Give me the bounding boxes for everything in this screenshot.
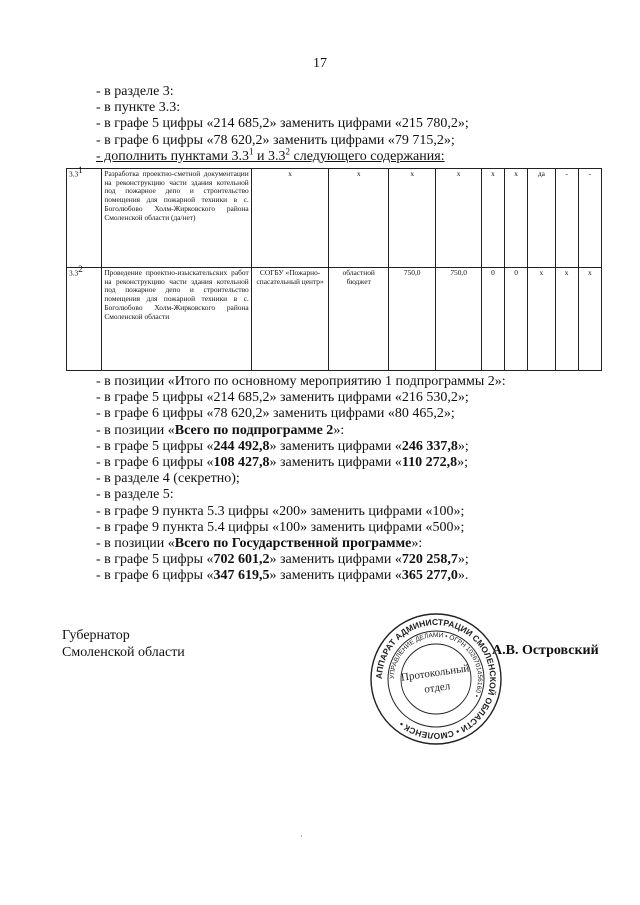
col10-cell: х — [555, 268, 578, 371]
scan-dot: · — [300, 832, 303, 841]
stamp-outer-text: АППАРАТ АДМИНИСТРАЦИИ СМОЛЕНСКОЙ ОБЛАСТИ • СМОЛЕНСК • — [373, 616, 499, 742]
stamp-center-line: Протокольный — [400, 662, 471, 684]
instruction-line: - в графе 6 цифры «78 620,2» заменить цифрами «79 715,2»; — [96, 132, 455, 148]
source-cell: областной бюджет — [329, 268, 389, 371]
supplement-line: - дополнить пунктами $3.3^1$ и $3.3^2$ следующего содержания: — [96, 146, 445, 164]
instruction-line: - в графе 6 цифры «108 427,8» заменить цифрами «110 272,8»; — [96, 455, 469, 471]
instruction-line: - в графе 6 цифры «78 620,2» заменить цифрами «80 465,2»; — [96, 406, 455, 422]
item-name: Разработка проектно-сметной документации на реконструкцию части здания котельной под пожарное депо и строительство помещения для пожарной техники в с. Боголюбово Холм-Жирковского района Смоленской области (да/нет) — [102, 169, 251, 268]
table-row — [67, 169, 602, 268]
table-row — [67, 268, 602, 371]
signatory-title-line: Смоленской области — [62, 645, 185, 660]
col5-cell: 750,0 — [388, 268, 435, 371]
col7-cell: 0 — [481, 268, 504, 371]
stamp-inner-text: УПРАВЛЕНИЕ ДЕЛАМИ • ОГРН 1026701456160 • — [388, 631, 484, 699]
col11-cell: х — [578, 268, 601, 371]
instruction-line: - в графе 9 пункта 5.3 цифры «200» заменить цифрами «100»; — [96, 503, 465, 519]
item-number: $3.3^1$ — [67, 169, 102, 268]
instruction-line: - в позиции «Итого по основному мероприятию 1 подпрограммы 2»: — [96, 374, 506, 389]
signatory-title-line: Губернатор — [62, 628, 130, 643]
instruction-line: - в разделе 4 (секретно); — [96, 471, 240, 487]
item-number: $3.3^2$ — [67, 268, 102, 371]
col6-cell: х — [436, 169, 481, 268]
executor-cell: СОГБУ «Пожарно-спасательный центр» — [251, 268, 329, 371]
instruction-line: - в позиции «Всего по подпрограмме 2»: — [96, 422, 345, 438]
instruction-line: - в разделе 3: — [96, 84, 174, 99]
instruction-line: - в графе 5 цифры «244 492,8» заменить цифрами «246 337,8»; — [96, 438, 469, 454]
item-name: Проведение проектно-изыскательских работ на реконструкцию части здания котельной под пожарное депо и строительство помещения для пожарной техники в с. Боголюбово Холм-Жирковского района Смоленской области — [102, 268, 251, 371]
col6-cell: 750,0 — [436, 268, 481, 371]
col10-cell: - — [555, 169, 578, 268]
instruction-line: - в графе 9 пункта 5.4 цифры «100» заменить цифрами «500»; — [96, 519, 465, 535]
source-cell: х — [329, 169, 389, 268]
col9-cell: да — [528, 169, 555, 268]
col7-cell: х — [481, 169, 504, 268]
instruction-line: - в графе 5 цифры «214 685,2» заменить цифрами «215 780,2»; — [96, 116, 469, 132]
intro-instructions — [96, 84, 469, 165]
instruction-line: - в графе 5 цифры «214 685,2» заменить цифрами «216 530,2»; — [96, 390, 469, 406]
page-number: 17 — [313, 56, 327, 71]
instruction-line: - в разделе 5: — [96, 487, 174, 503]
col11-cell: - — [578, 169, 601, 268]
signatory-name: А.В. Островский — [492, 643, 599, 658]
col9-cell: х — [528, 268, 555, 371]
official-stamp — [368, 612, 504, 746]
program-items-table — [66, 165, 602, 371]
instruction-line: - в графе 6 цифры «347 619,5» заменить цифрами «365 277,0». — [96, 568, 469, 584]
col8-cell: 0 — [505, 268, 528, 371]
signatory-title — [62, 627, 185, 661]
instruction-line: - в графе 5 цифры «702 601,2» заменить цифрами «720 258,7»; — [96, 552, 469, 568]
stamp-center-line: отдел — [423, 680, 451, 696]
executor-cell: х — [251, 169, 329, 268]
col8-cell: х — [505, 169, 528, 268]
instruction-line: - в позиции «Всего по Государственной программе»: — [96, 536, 423, 552]
amendment-instructions — [96, 374, 506, 585]
col5-cell: х — [388, 169, 435, 268]
instruction-line: - в пункте 3.3: — [96, 100, 181, 116]
